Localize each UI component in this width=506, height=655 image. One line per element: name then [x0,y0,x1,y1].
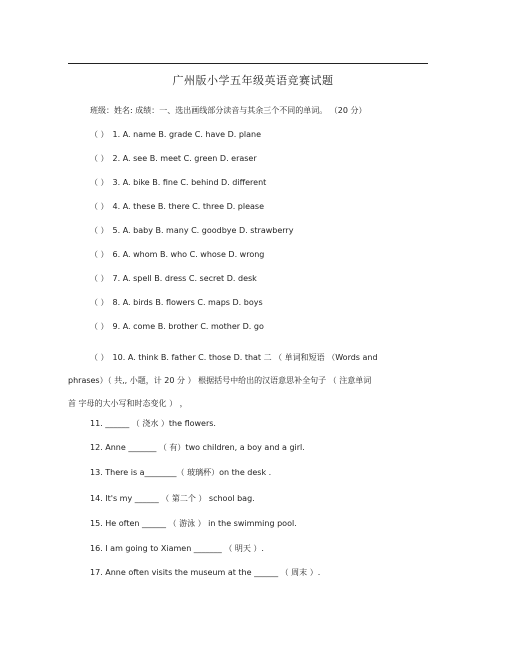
answer-blank: （ ） [90,322,109,331]
fill-item-14: 14. It's my ______ （ 第二个 ） school bag. [90,494,255,503]
answer-blank: （ ） [90,154,109,163]
fill-item-17: 17. Anne often visits the museum at the ______ （ 周末 ）. [90,568,321,577]
question-text: 6. A. whom B. who C. whose D. wrong [112,250,265,259]
question-text: 7. A. spell B. dress C. secret D. desk [112,274,257,283]
question-1 [90,130,261,140]
question-5 [90,226,293,236]
answer-blank: （ ） [90,130,109,139]
question-2 [90,154,257,164]
fill-item-13: 13. There is a________（ 玻璃杯）on the desk . [90,468,272,477]
answer-blank: （ ） [90,226,109,235]
question-text: 4. A. these B. there C. three D. please [112,202,265,211]
question-9 [90,322,264,332]
fill-item-16: 16. I am going to Xiamen _______ （ 明天 ）. [90,544,264,553]
answer-blank: （ ） [90,274,109,283]
section2-instructions-line2: phrases）（ 共,, 小题，计 20 分 ） 根据括号中给出的汉语意思补全句子 （ 注意单词 [68,376,372,385]
fill-item-15: 15. He often ______ （ 游泳 ） in the swimming pool. [90,519,297,528]
fill-item-11: 11. ______ （ 浇水 ）the flowers. [90,419,216,428]
answer-blank: （ ） [90,298,109,307]
answer-blank: （ ） [90,202,109,211]
fill-item-12: 12. Anne _______ （ 有）two children, a boy and a girl. [90,443,305,452]
question-6 [90,250,264,260]
section2-instructions-line3: 首 字母的大小写和时态变化 ） ， [68,399,188,408]
question-text: 1. A. name B. grade C. have D. plane [112,130,262,139]
answer-blank: （ ） [90,178,109,187]
question-7 [90,274,257,284]
page-title: 广州版小学五年级英语竞赛试题 [172,74,334,87]
question-3 [90,178,266,188]
question-text: 5. A. baby B. many C. goodbye D. strawberry [112,226,294,235]
question-text: 2. A. see B. meet C. green D. eraser [112,154,257,163]
question-text: 10. A. think B. father C. those D. that 二 （ 单词和短语 （Words and [112,353,378,362]
top-rule [68,63,428,64]
answer-blank: （ ） [90,250,109,259]
question-4 [90,202,264,212]
question-10 [90,353,378,363]
question-text: 9. A. come B. brother C. mother D. go [112,322,264,331]
question-text: 8. A. birds B. flowers C. maps D. boys [112,298,263,307]
question-text: 3. A. bike B. fine C. behind D. different [112,178,267,187]
answer-blank: （ ） [90,353,109,362]
question-8 [90,298,263,308]
section1-instructions: 班级：姓名: 成绩：一、选出画线部分读音与其余三个不同的单词。 （20 分） [90,106,367,115]
